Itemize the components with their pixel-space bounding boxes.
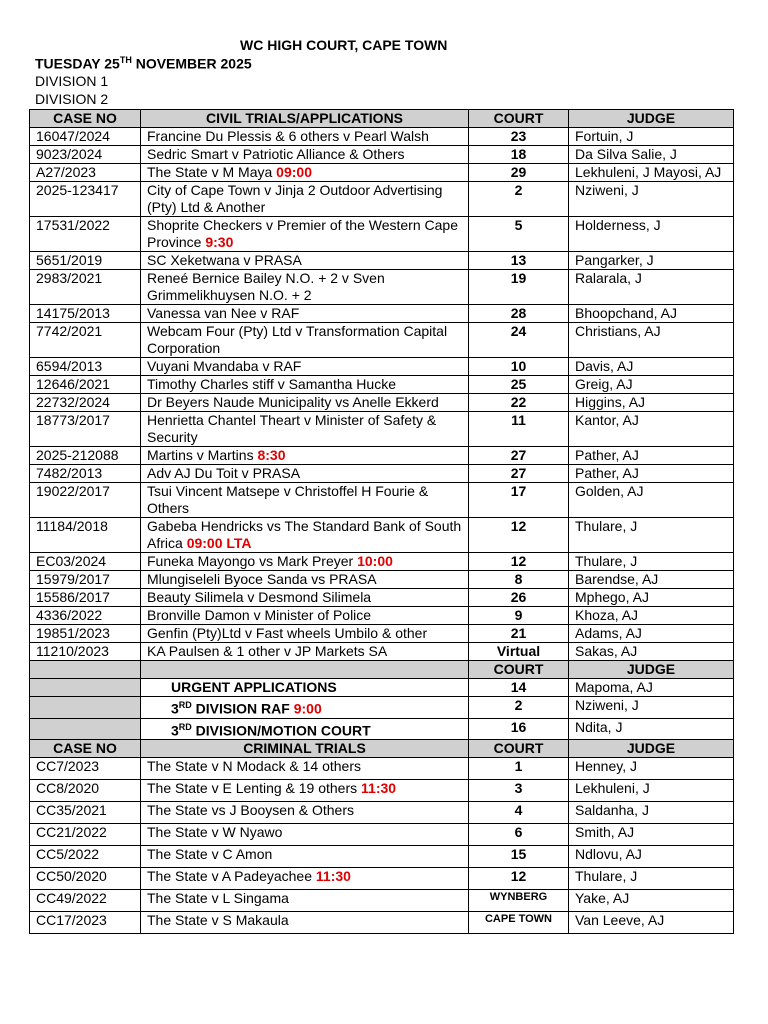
blank-cell [30,679,141,697]
start-time: 11:30 [315,868,351,885]
civil-header-row [30,110,734,128]
table-row [30,376,734,394]
judge-name: Nziweni, J [569,697,734,719]
court-number: 21 [469,625,569,643]
start-time: 09:00 [276,164,312,180]
judge-name: Mphego, AJ [569,589,734,607]
case-title: Reneé Bernice Bailey N.O. + 2 v Sven Grimmelikhuysen N.O. + 2 [141,270,469,305]
court-roll-table [29,109,734,934]
court-number: 29 [469,164,569,182]
court-number: 13 [469,252,569,270]
table-row [30,912,734,934]
case-number: 19851/2023 [30,625,141,643]
table-row [30,128,734,146]
judge-name: Sakas, AJ [569,643,734,661]
judge-name: Mapoma, AJ [569,679,734,697]
case-title: Vuyani Mvandaba v RAF [141,358,469,376]
column-header: JUDGE [569,110,734,128]
table-row [30,164,734,182]
court-number: 19 [469,270,569,305]
judge-name: Nziweni, J [569,182,734,217]
case-number: 18773/2017 [30,412,141,447]
table-row [30,518,734,553]
judge-name: Lekhuleni, J [569,780,734,802]
table-row [30,824,734,846]
case-title: Adv AJ Du Toit v PRASA [141,465,469,483]
court-number: 10 [469,358,569,376]
blank-cell [30,718,141,740]
court-number: 14 [469,679,569,697]
court-number: 23 [469,128,569,146]
judge-name: Golden, AJ [569,483,734,518]
case-number: EC03/2024 [30,553,141,571]
case-number: CC5/2022 [30,846,141,868]
court-number: 11 [469,412,569,447]
court-number: 5 [469,217,569,252]
judge-name: Saldanha, J [569,802,734,824]
judge-name: Higgins, AJ [569,394,734,412]
judge-name: Yake, AJ [569,890,734,912]
column-header: COURT [469,740,569,758]
table-row [30,890,734,912]
judge-name: Kantor, AJ [569,412,734,447]
table-row [30,868,734,890]
case-number: CC21/2022 [30,824,141,846]
table-row [30,571,734,589]
column-header: JUDGE [569,661,734,679]
case-title: Dr Beyers Naude Municipality vs Anelle Ekkerd [141,394,469,412]
court-number: 9 [469,607,569,625]
table-row [30,625,734,643]
case-title: Vanessa van Nee v RAF [141,305,469,323]
judge-name: Thulare, J [569,553,734,571]
case-number: CC49/2022 [30,890,141,912]
table-row [30,252,734,270]
table-row [30,679,734,697]
column-header: COURT [469,110,569,128]
case-title: Tsui Vincent Matsepe v Christoffel H Fourie & Others [141,483,469,518]
court-number: 2 [469,182,569,217]
case-number: 5651/2019 [30,252,141,270]
court-number: 22 [469,394,569,412]
case-title: City of Cape Town v Jinja 2 Outdoor Advertising (Pty) Ltd & Another [141,182,469,217]
column-header: JUDGE [569,740,734,758]
court-number: 4 [469,802,569,824]
case-title: Bronville Damon v Minister of Police [141,607,469,625]
judge-name: Da Silva Salie, J [569,146,734,164]
judge-name: Bhoopchand, AJ [569,305,734,323]
judge-name: Christians, AJ [569,323,734,358]
judge-name: Davis, AJ [569,358,734,376]
case-number: CC17/2023 [30,912,141,934]
case-number: 22732/2024 [30,394,141,412]
case-number: 15979/2017 [30,571,141,589]
court-number: WYNBERG [469,890,569,912]
case-number: CC50/2020 [30,868,141,890]
table-row [30,697,734,719]
court-number: 27 [469,465,569,483]
case-title: Beauty Silimela v Desmond Silimela [141,589,469,607]
case-number: 2025-123417 [30,182,141,217]
judge-name: Van Leeve, AJ [569,912,734,934]
judge-name: Fortuin, J [569,128,734,146]
hearing-date: TUESDAY 25TH NOVEMBER 2025 [35,55,252,72]
court-number: 12 [469,518,569,553]
case-number: 7482/2013 [30,465,141,483]
case-title: Webcam Four (Pty) Ltd v Transformation Capital Corporation [141,323,469,358]
judge-name: Pather, AJ [569,447,734,465]
table-row [30,758,734,780]
judge-name: Adams, AJ [569,625,734,643]
case-number: CC7/2023 [30,758,141,780]
table-row [30,802,734,824]
case-title: The State vs J Booysen & Others [141,802,469,824]
case-title: Sedric Smart v Patriotic Alliance & Others [141,146,469,164]
court-number: 28 [469,305,569,323]
case-title: The State v C Amon [141,846,469,868]
case-number: 11184/2018 [30,518,141,553]
case-number: 7742/2021 [30,323,141,358]
case-title: The State v W Nyawo [141,824,469,846]
case-title: The State v N Modack & 14 others [141,758,469,780]
case-number: 17531/2022 [30,217,141,252]
court-number: 25 [469,376,569,394]
start-time: 11:30 [361,780,397,797]
start-time: 8:30 [257,447,286,463]
table-row [30,846,734,868]
case-title: Funeka Mayongo vs Mark Preyer 10:00 [141,553,469,571]
column-header: CASE NO [30,110,141,128]
case-number: 11210/2023 [30,643,141,661]
case-title: KA Paulsen & 1 other v JP Markets SA [141,643,469,661]
case-number: 4336/2022 [30,607,141,625]
table-row [30,465,734,483]
table-row [30,447,734,465]
division-2-label: DIVISION 2 [35,91,109,107]
urgent-label: URGENT APPLICATIONS [141,679,469,697]
case-number: 2983/2021 [30,270,141,305]
court-number: 15 [469,846,569,868]
table-row [30,780,734,802]
court-number: 12 [469,868,569,890]
page-title: WC HIGH COURT, CAPE TOWN [240,37,448,53]
court-number: CAPE TOWN [469,912,569,934]
case-number: 6594/2013 [30,358,141,376]
blank-cell [30,697,141,719]
judge-name: Smith, AJ [569,824,734,846]
court-number: 26 [469,589,569,607]
table-row [30,182,734,217]
court-number: 18 [469,146,569,164]
case-title: Francine Du Plessis & 6 others v Pearl Walsh [141,128,469,146]
case-title: Martins v Martins 8:30 [141,447,469,465]
judge-name: Henney, J [569,758,734,780]
judge-name: Pather, AJ [569,465,734,483]
table-row [30,305,734,323]
court-number: 3 [469,780,569,802]
case-title: The State v L Singama [141,890,469,912]
judge-name: Holderness, J [569,217,734,252]
start-time: 9:30 [205,234,234,250]
judge-name: Khoza, AJ [569,607,734,625]
blank-header-cell [141,661,469,679]
start-time: 9:00 [293,700,322,717]
table-row [30,270,734,305]
case-title: Shoprite Checkers v Premier of the Western Cape Province 9:30 [141,217,469,252]
court-number: 1 [469,758,569,780]
blank-header-cell [30,661,141,679]
table-row [30,553,734,571]
table-row [30,643,734,661]
case-title: Mlungiseleli Byoce Sanda vs PRASA [141,571,469,589]
court-number: 12 [469,553,569,571]
case-number: CC35/2021 [30,802,141,824]
judge-name: Ndita, J [569,718,734,740]
case-number: 12646/2021 [30,376,141,394]
court-number: 8 [469,571,569,589]
case-title: The State v E Lenting & 19 others 11:30 [141,780,469,802]
case-number: 15586/2017 [30,589,141,607]
table-row [30,394,734,412]
case-number: 2025-212088 [30,447,141,465]
judge-name: Barendse, AJ [569,571,734,589]
case-title: Timothy Charles stiff v Samantha Hucke [141,376,469,394]
table-row [30,358,734,376]
case-title: The State v M Maya 09:00 [141,164,469,182]
court-number: 2 [469,697,569,719]
table-row [30,217,734,252]
case-number: 9023/2024 [30,146,141,164]
column-header: CASE NO [30,740,141,758]
table-row [30,412,734,447]
court-number: 24 [469,323,569,358]
case-number: 19022/2017 [30,483,141,518]
table-row [30,146,734,164]
case-number: 16047/2024 [30,128,141,146]
column-header: CIVIL TRIALS/APPLICATIONS [141,110,469,128]
judge-name: Thulare, J [569,518,734,553]
start-time: 09:00 LTA [186,535,252,551]
case-number: 14175/2013 [30,305,141,323]
urgent-label: 3RD DIVISION RAF 9:00 [141,697,469,719]
urgent-header-row [30,661,734,679]
table-row [30,483,734,518]
judge-name: Greig, AJ [569,376,734,394]
table-row [30,607,734,625]
table-row [30,718,734,740]
case-title: The State v S Makaula [141,912,469,934]
table-row [30,589,734,607]
criminal-header-row [30,740,734,758]
case-number: CC8/2020 [30,780,141,802]
table-row [30,323,734,358]
case-title: SC Xeketwana v PRASA [141,252,469,270]
judge-name: Ralarala, J [569,270,734,305]
case-title: Henrietta Chantel Theart v Minister of Safety & Security [141,412,469,447]
judge-name: Ndlovu, AJ [569,846,734,868]
start-time: 10:00 [357,553,393,569]
case-title: Gabeba Hendricks vs The Standard Bank of South Africa 09:00 LTA [141,518,469,553]
court-number: Virtual [469,643,569,661]
court-number: 16 [469,718,569,740]
court-number: 27 [469,447,569,465]
court-number: 6 [469,824,569,846]
case-number: A27/2023 [30,164,141,182]
column-header: CRIMINAL TRIALS [141,740,469,758]
column-header: COURT [469,661,569,679]
urgent-label: 3RD DIVISION/MOTION COURT [141,718,469,740]
judge-name: Thulare, J [569,868,734,890]
division-1-label: DIVISION 1 [35,73,109,89]
judge-name: Pangarker, J [569,252,734,270]
court-number: 17 [469,483,569,518]
case-title: Genfin (Pty)Ltd v Fast wheels Umbilo & other [141,625,469,643]
case-title: The State v A Padeyachee 11:30 [141,868,469,890]
judge-name: Lekhuleni, J Mayosi, AJ [569,164,734,182]
